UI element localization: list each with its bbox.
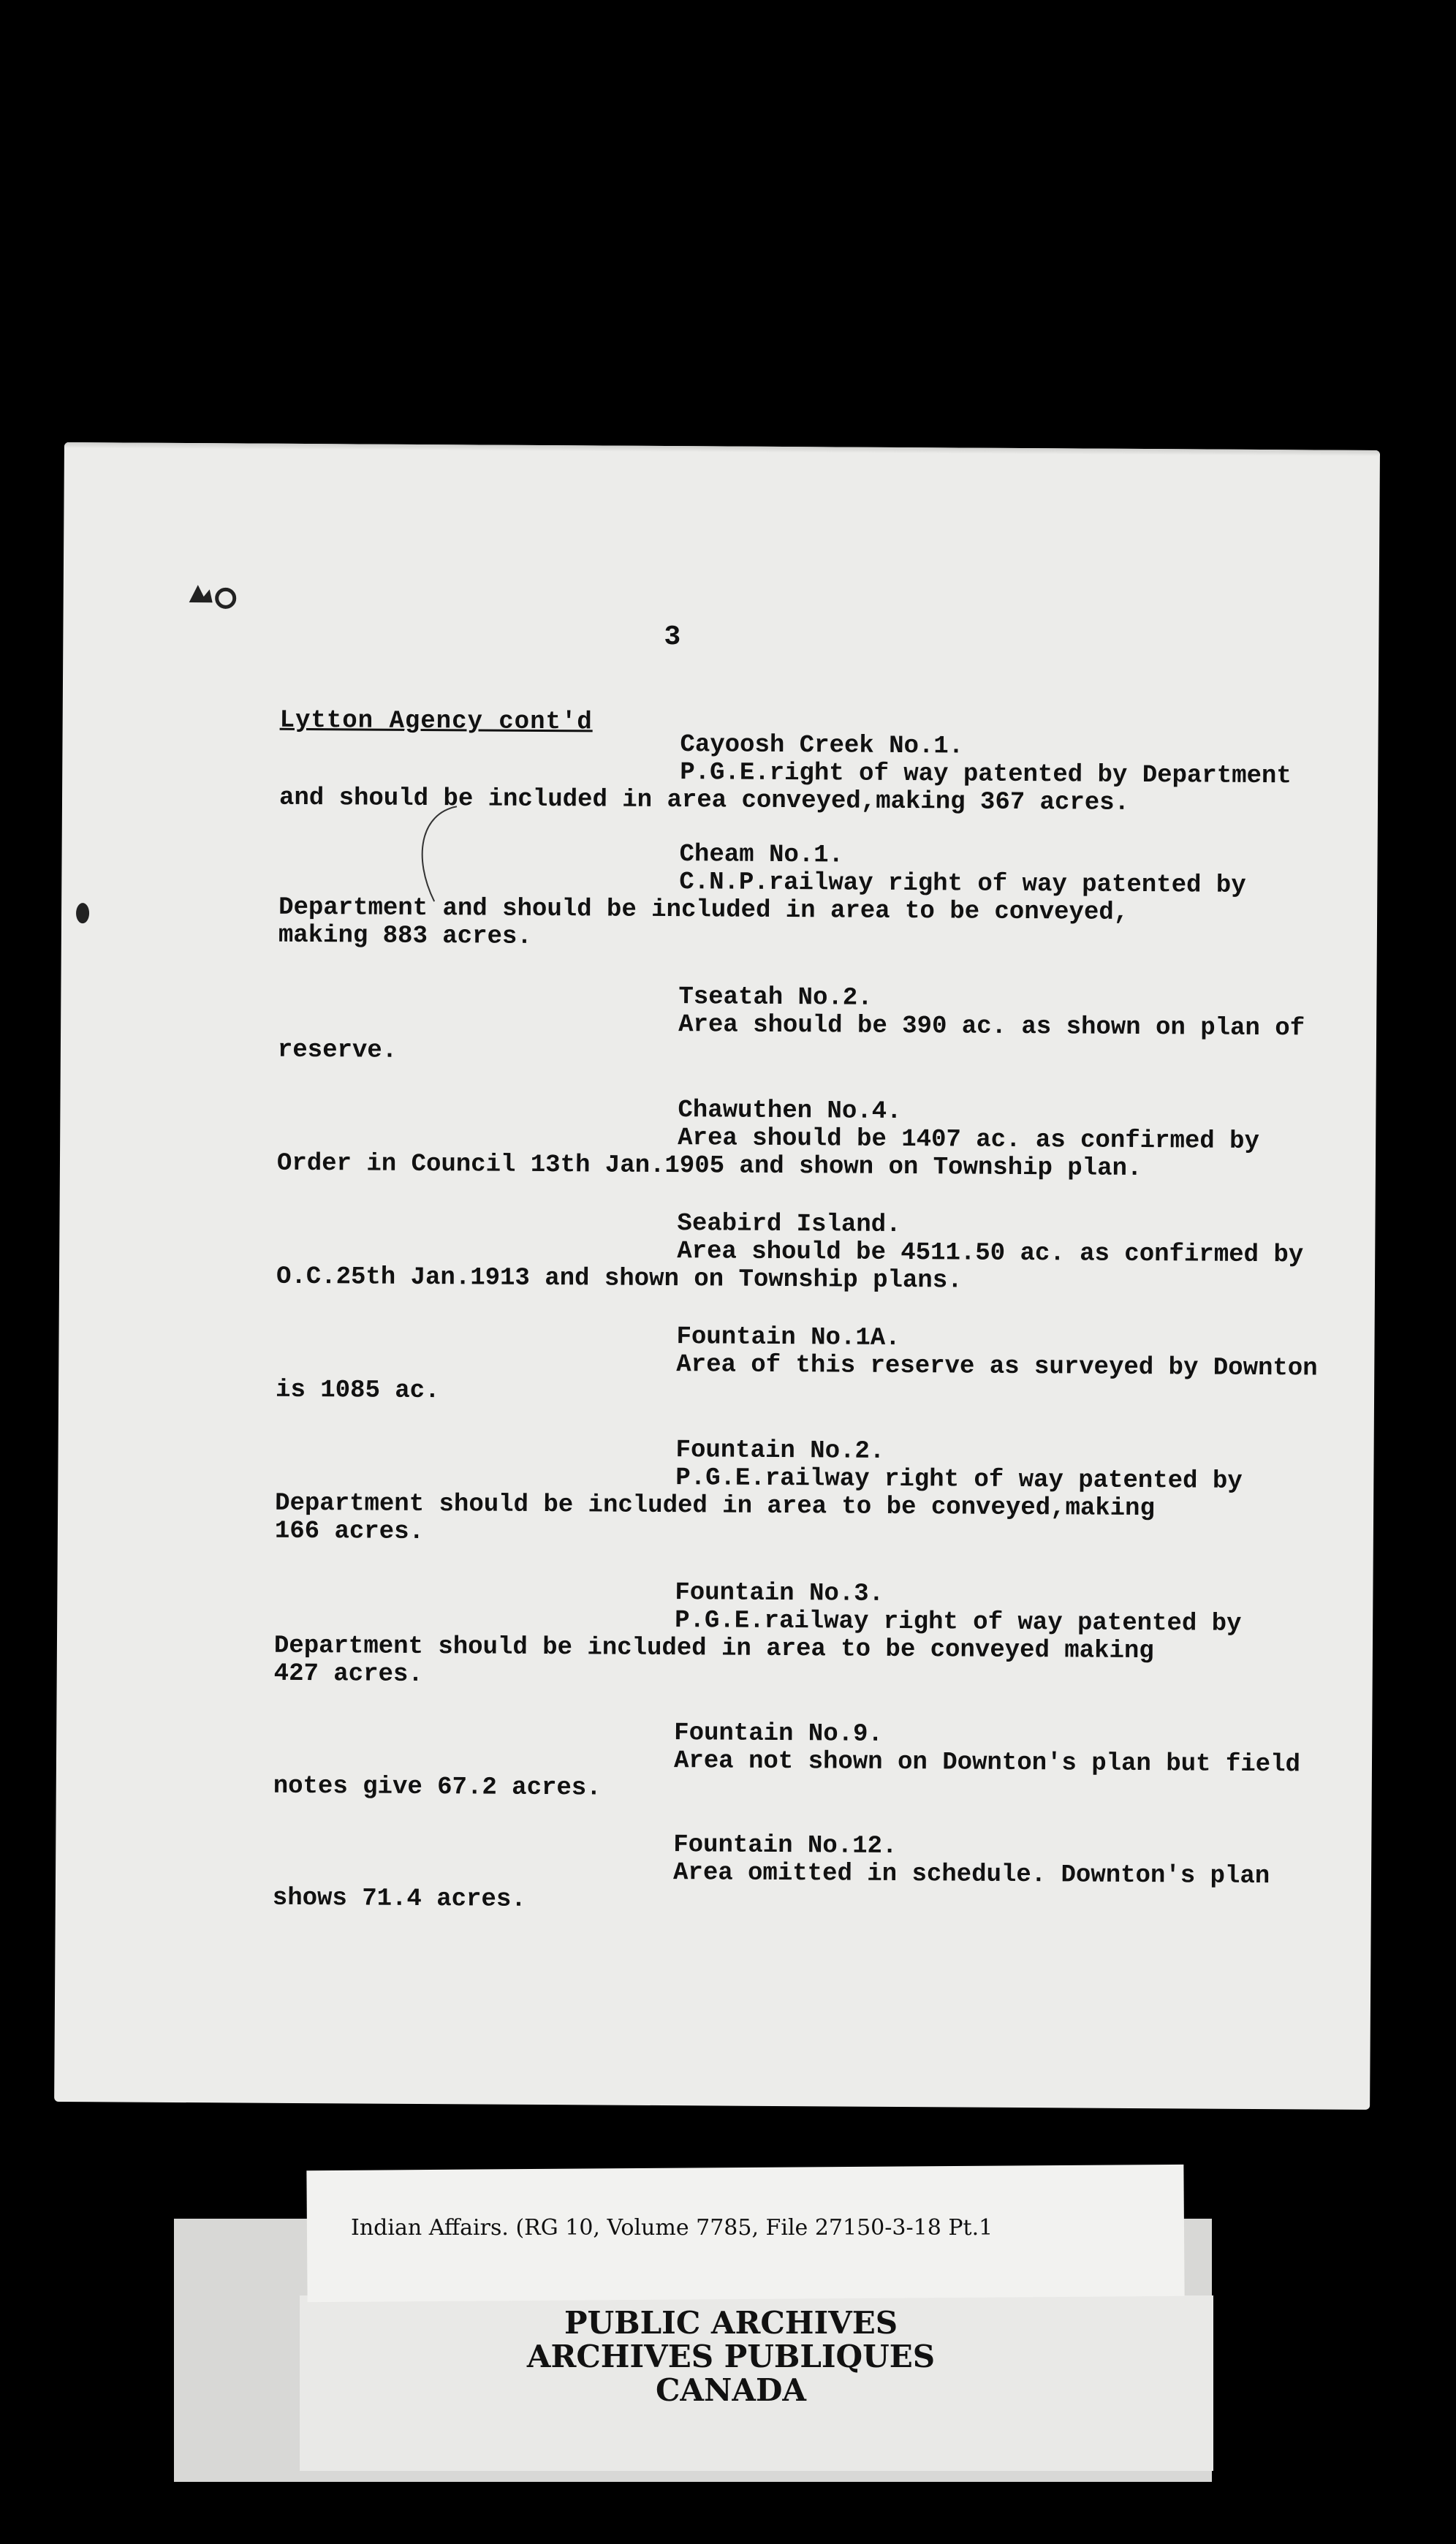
entry-text-cont: Department and should be included in area to be conveyed, making 883 acres. — [278, 893, 1129, 951]
agency-heading: Lytton Agency cont'd — [279, 706, 593, 737]
entry-text: P.G.E.right of way patented by Department — [680, 759, 1292, 791]
entry-text-cont: notes give 67.2 acres. — [273, 1772, 602, 1803]
entry-text: Area should be 1407 ac. as confirmed by — [678, 1124, 1260, 1156]
entry-text-cont: Order in Council 13th Jan.1905 and shown on Township plan. — [276, 1149, 1142, 1184]
ink-mark-icon — [188, 580, 239, 611]
entry-seabird — [276, 1208, 1373, 1298]
entry-name: Fountain No.1A. — [676, 1323, 900, 1353]
punch-hole-icon — [76, 903, 89, 923]
entry-name: Fountain No.12. — [673, 1831, 898, 1860]
entry-text-cont: is 1085 ac. — [275, 1376, 440, 1406]
entry-text: C.N.P.railway right of way patented by — [679, 868, 1246, 900]
entry-text: Area should be 4511.50 ac. as confirmed by — [677, 1238, 1304, 1270]
page-edge — [64, 442, 1380, 456]
entry-name: Cheam No.1. — [679, 841, 844, 870]
entry-text-cont: O.C.25th Jan.1913 and shown on Township plans. — [276, 1262, 963, 1295]
entry-fountain-3 — [274, 1577, 1371, 1695]
archives-line-2: ARCHIVES PUBLIQUES — [526, 2339, 936, 2374]
entry-text-cont: Department should be included in area to be conveyed,making 166 acres. — [274, 1489, 1156, 1547]
entry-fountain-2 — [275, 1434, 1372, 1552]
entry-name: Fountain No.2. — [675, 1436, 885, 1466]
archive-citation: Indian Affairs. (RG 10, Volume 7785, File 27150-3-18 Pt.1 — [351, 2215, 993, 2241]
entry-text: Area omitted in schedule. Downton's plan — [672, 1859, 1270, 1891]
entry-name: Chawuthen No.4. — [678, 1097, 902, 1127]
entry-fountain-9 — [273, 1717, 1370, 1807]
entry-text-cont: Department should be included in area to be conveyed making 427 acres. — [273, 1632, 1154, 1689]
entry-text: P.G.E.railway right of way patented by — [675, 1464, 1243, 1496]
entry-text-cont: reserve. — [277, 1036, 398, 1065]
entry-name: Fountain No.9. — [674, 1719, 883, 1749]
archives-line-1: PUBLIC ARCHIVES — [564, 2305, 898, 2341]
page-number: 3 — [664, 621, 681, 654]
entry-text: P.G.E.railway right of way patented by — [675, 1607, 1242, 1638]
entry-name: Cayoosh Creek No.1. — [680, 731, 964, 761]
entry-text: Area should be 390 ac. as shown on plan of — [678, 1011, 1305, 1043]
pen-mark-icon — [405, 799, 464, 909]
entry-text: Area of this reserve as surveyed by Downton — [676, 1351, 1318, 1383]
entry-chawuthen — [277, 1094, 1374, 1184]
document-page — [54, 442, 1380, 2110]
archives-stamp — [468, 2306, 994, 2407]
entry-name: Tseatah No.2. — [678, 983, 873, 1012]
entry-tseatah — [278, 981, 1375, 1071]
entry-fountain-12 — [273, 1829, 1370, 1919]
entry-text-cont: shows 71.4 acres. — [272, 1884, 526, 1914]
entry-text-cont: and should be included in area conveyed,making 367 acres. — [278, 784, 1130, 817]
entry-fountain-1a — [276, 1321, 1373, 1411]
entry-text: Area not shown on Downton's plan but field — [673, 1747, 1301, 1779]
archives-line-3: CANADA — [655, 2372, 806, 2408]
entry-name: Fountain No.3. — [675, 1579, 884, 1608]
entry-name: Seabird Island. — [677, 1210, 901, 1240]
